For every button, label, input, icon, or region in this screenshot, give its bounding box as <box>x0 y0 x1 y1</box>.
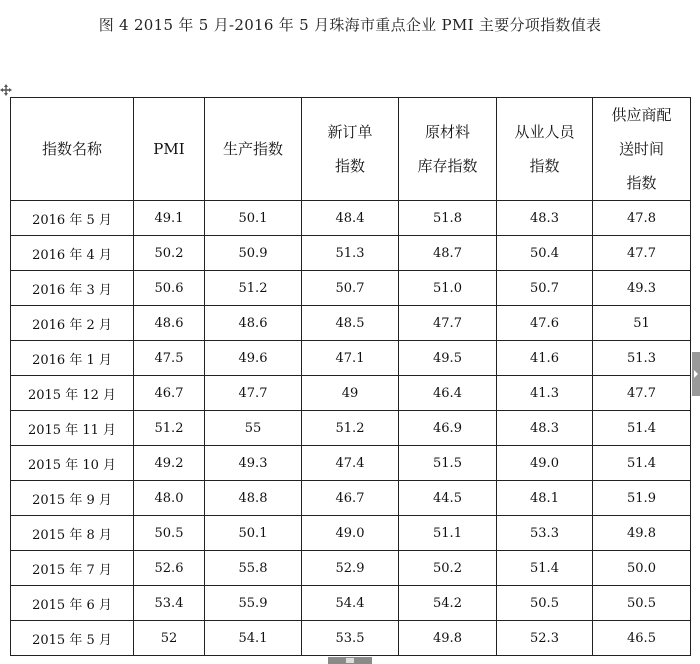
column-header-line: 指数 <box>529 157 560 175</box>
value-cell: 52 <box>134 621 205 656</box>
value-cell: 48.8 <box>205 481 302 516</box>
value-cell: 48.4 <box>302 201 399 236</box>
value-cell: 49.8 <box>399 621 497 656</box>
value-cell: 50.1 <box>205 201 302 236</box>
column-header-line: 指数名称 <box>41 140 102 158</box>
value-cell: 47.7 <box>205 376 302 411</box>
value-cell: 46.7 <box>302 481 399 516</box>
value-cell: 47.5 <box>134 341 205 376</box>
value-cell: 47.6 <box>497 306 593 341</box>
value-cell: 50.2 <box>399 551 497 586</box>
row-label-cell: 2016 年 2 月 <box>11 306 134 341</box>
column-header <box>134 98 205 201</box>
value-cell: 49 <box>302 376 399 411</box>
value-cell: 46.9 <box>399 411 497 446</box>
page-title: 图 4 2015 年 5 月-2016 年 5 月珠海市重点企业 PMI 主要分项指数值表 <box>98 16 602 34</box>
column-header <box>497 98 593 201</box>
table-row <box>11 376 691 411</box>
value-cell: 49.3 <box>205 446 302 481</box>
column-header-line: 从业人员 <box>514 123 575 141</box>
value-cell: 50.5 <box>497 586 593 621</box>
column-header-line: PMI <box>153 140 185 158</box>
value-cell: 50.4 <box>497 236 593 271</box>
value-cell: 49.0 <box>497 446 593 481</box>
value-cell: 51.2 <box>302 411 399 446</box>
value-cell: 49.1 <box>134 201 205 236</box>
value-cell: 47.4 <box>302 446 399 481</box>
value-cell: 50.9 <box>205 236 302 271</box>
value-cell: 41.6 <box>497 341 593 376</box>
row-label-cell: 2015 年 6 月 <box>11 586 134 621</box>
column-header-line: 原材料 <box>424 123 470 141</box>
value-cell: 51.5 <box>399 446 497 481</box>
value-cell: 50.2 <box>134 236 205 271</box>
value-cell: 47.7 <box>593 236 691 271</box>
value-cell: 54.2 <box>399 586 497 621</box>
row-label-cell: 2015 年 9 月 <box>11 481 134 516</box>
column-header-line: 生产指数 <box>222 140 283 158</box>
table-row <box>11 236 691 271</box>
value-cell: 49.2 <box>134 446 205 481</box>
value-cell: 46.7 <box>134 376 205 411</box>
value-cell: 53.5 <box>302 621 399 656</box>
value-cell: 51.1 <box>399 516 497 551</box>
value-cell: 51.4 <box>593 411 691 446</box>
value-cell: 41.3 <box>497 376 593 411</box>
value-cell: 46.5 <box>593 621 691 656</box>
value-cell: 48.3 <box>497 201 593 236</box>
table-row <box>11 341 691 376</box>
value-cell: 49.6 <box>205 341 302 376</box>
value-cell: 47.1 <box>302 341 399 376</box>
value-cell: 48.1 <box>497 481 593 516</box>
value-cell: 51.8 <box>399 201 497 236</box>
column-header <box>205 98 302 201</box>
column-header-line: 新订单 <box>327 123 373 141</box>
value-cell: 50.0 <box>593 551 691 586</box>
table-row <box>11 586 691 621</box>
row-label-cell: 2015 年 7 月 <box>11 551 134 586</box>
table-header <box>11 98 691 201</box>
column-header <box>399 98 497 201</box>
value-cell: 49.3 <box>593 271 691 306</box>
value-cell: 46.4 <box>399 376 497 411</box>
value-cell: 51.2 <box>205 271 302 306</box>
value-cell: 49.5 <box>399 341 497 376</box>
value-cell: 48.7 <box>399 236 497 271</box>
value-cell: 48.3 <box>497 411 593 446</box>
value-cell: 55.9 <box>205 586 302 621</box>
table-row <box>11 481 691 516</box>
value-cell: 51.0 <box>399 271 497 306</box>
table-row <box>11 516 691 551</box>
row-label-cell: 2016 年 1 月 <box>11 341 134 376</box>
value-cell: 51.4 <box>497 551 593 586</box>
column-header-line: 供应商配 <box>611 106 672 124</box>
move-icon[interactable] <box>0 84 12 96</box>
value-cell: 53.4 <box>134 586 205 621</box>
value-cell: 51.3 <box>593 341 691 376</box>
value-cell: 47.7 <box>593 376 691 411</box>
row-label-cell: 2016 年 3 月 <box>11 271 134 306</box>
value-cell: 49.0 <box>302 516 399 551</box>
expand-right-icon[interactable] <box>692 352 700 396</box>
value-cell: 50.1 <box>205 516 302 551</box>
column-header <box>593 98 691 201</box>
row-label-cell: 2015 年 12 月 <box>11 376 134 411</box>
value-cell: 48.0 <box>134 481 205 516</box>
value-cell: 50.5 <box>593 586 691 621</box>
value-cell: 55 <box>205 411 302 446</box>
column-header-line: 指数 <box>334 157 365 175</box>
row-label-cell: 2015 年 11 月 <box>11 411 134 446</box>
column-header <box>11 98 134 201</box>
value-cell: 50.5 <box>134 516 205 551</box>
row-label-cell: 2015 年 8 月 <box>11 516 134 551</box>
value-cell: 51.3 <box>302 236 399 271</box>
expand-down-icon[interactable] <box>328 657 372 664</box>
value-cell: 51 <box>593 306 691 341</box>
table-row <box>11 551 691 586</box>
pmi-table <box>10 97 691 656</box>
value-cell: 51.9 <box>593 481 691 516</box>
row-label-cell: 2015 年 10 月 <box>11 446 134 481</box>
table-row <box>11 201 691 236</box>
value-cell: 52.3 <box>497 621 593 656</box>
value-cell: 50.7 <box>497 271 593 306</box>
value-cell: 50.6 <box>134 271 205 306</box>
value-cell: 54.4 <box>302 586 399 621</box>
table-row <box>11 621 691 656</box>
value-cell: 44.5 <box>399 481 497 516</box>
value-cell: 52.9 <box>302 551 399 586</box>
table-row <box>11 306 691 341</box>
value-cell: 51.2 <box>134 411 205 446</box>
value-cell: 50.7 <box>302 271 399 306</box>
value-cell: 55.8 <box>205 551 302 586</box>
column-header-line: 库存指数 <box>417 157 478 175</box>
row-label-cell: 2016 年 4 月 <box>11 236 134 271</box>
column-header-line: 指数 <box>626 174 657 192</box>
table-row <box>11 446 691 481</box>
value-cell: 47.8 <box>593 201 691 236</box>
column-header <box>302 98 399 201</box>
value-cell: 53.3 <box>497 516 593 551</box>
value-cell: 47.7 <box>399 306 497 341</box>
value-cell: 48.6 <box>205 306 302 341</box>
table-row <box>11 411 691 446</box>
value-cell: 48.5 <box>302 306 399 341</box>
value-cell: 51.4 <box>593 446 691 481</box>
row-label-cell: 2015 年 5 月 <box>11 621 134 656</box>
value-cell: 49.8 <box>593 516 691 551</box>
value-cell: 54.1 <box>205 621 302 656</box>
column-header-line: 送时间 <box>618 140 664 158</box>
table-body <box>11 201 691 656</box>
row-label-cell: 2016 年 5 月 <box>11 201 134 236</box>
value-cell: 52.6 <box>134 551 205 586</box>
value-cell: 48.6 <box>134 306 205 341</box>
table-row <box>11 271 691 306</box>
header-row <box>11 98 691 201</box>
